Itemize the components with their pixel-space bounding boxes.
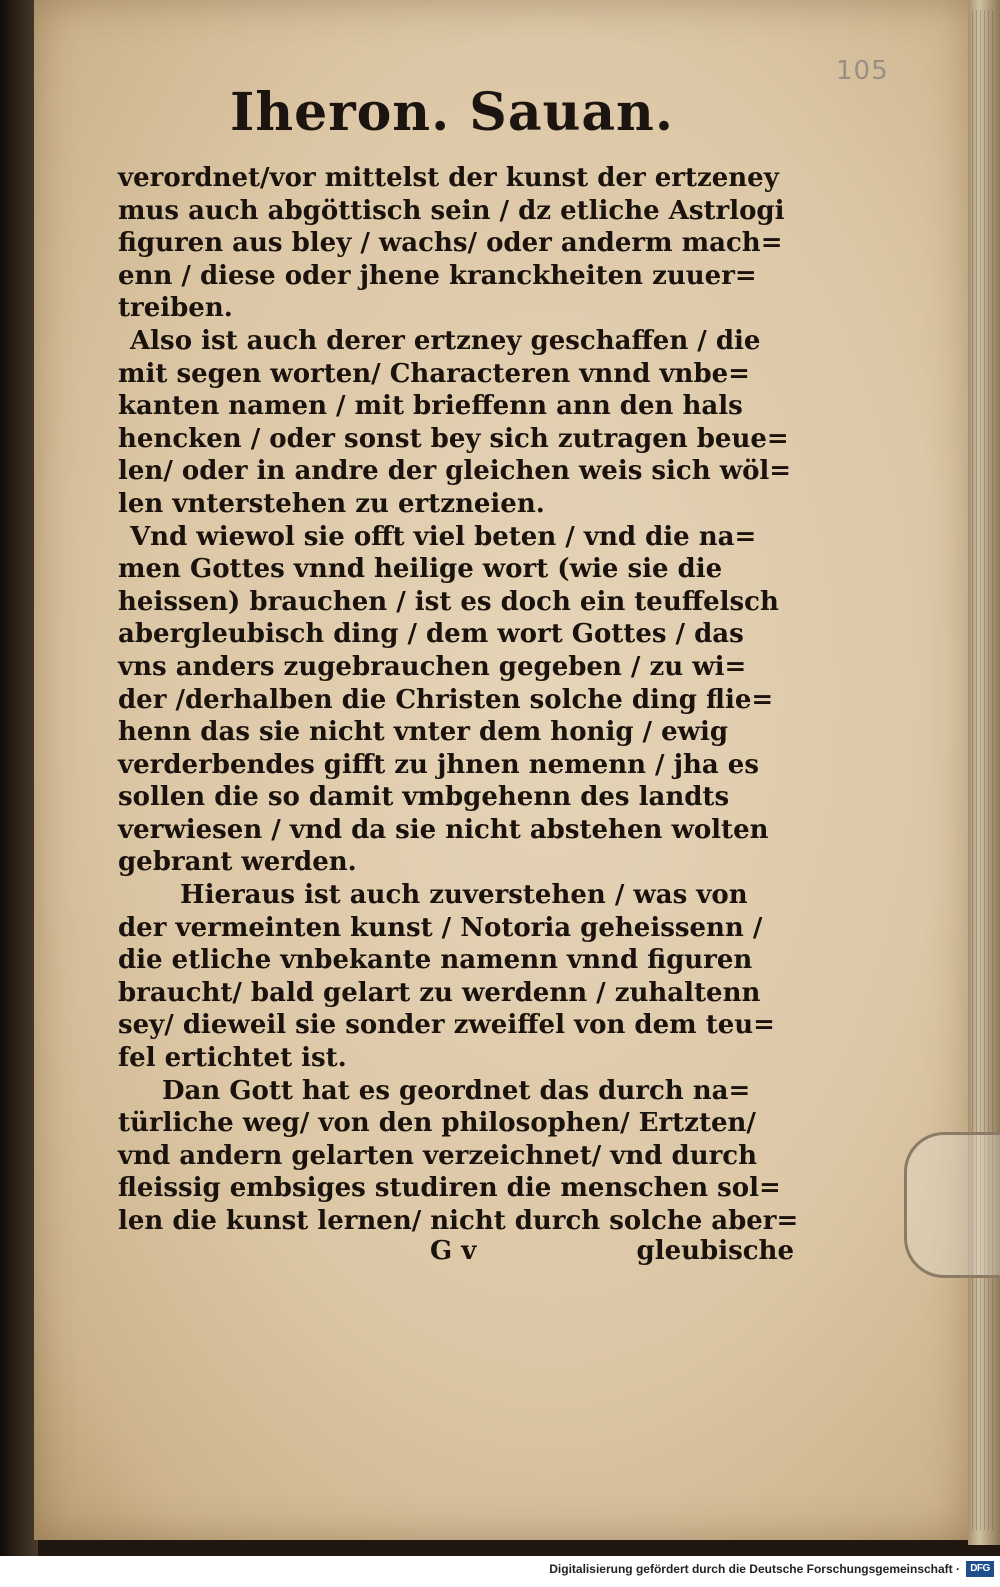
folio-number: 105 xyxy=(836,56,889,86)
text-line: henn das sie nicht vnter dem honig / ewig xyxy=(118,717,729,748)
page-edge-lines xyxy=(972,10,996,1530)
text-line: verwiesen / vnd da sie nicht abstehen wolten xyxy=(118,814,769,845)
text-line: len/ oder in andre der gleichen weis sich wöl= xyxy=(118,456,792,487)
book-gutter xyxy=(0,0,38,1560)
page-foot-line xyxy=(118,1236,798,1270)
text-line: Hieraus ist auch zuverstehen / was von xyxy=(180,880,748,911)
plastic-clip xyxy=(904,1132,1000,1278)
running-head: Iheron. Sauan. xyxy=(230,82,674,143)
text-line: mit segen worten/ Characteren vnnd vnbe= xyxy=(118,358,750,389)
text-line: Also ist auch derer ertzney geschaffen / die xyxy=(130,325,761,356)
footer-credit: Digitalisierung gefördert durch die Deutsche Forschungsgemeinschaft · xyxy=(549,1562,960,1576)
text-line: braucht/ bald gelart zu werdenn / zuhaltenn xyxy=(118,977,761,1008)
text-line: len vnterstehen zu ertzneien. xyxy=(118,488,545,519)
text-line: abergleubisch ding / dem wort Gottes / das xyxy=(118,619,744,650)
text-line: enn / diese oder jhene kranckheiten zuuer= xyxy=(118,260,757,291)
text-line: vns anders zugebrauchen gegeben / zu wi= xyxy=(118,651,747,682)
text-line: Dan Gott hat es geordnet das durch na= xyxy=(162,1075,751,1106)
text-line: Vnd wiewol sie offt viel beten / vnd die na= xyxy=(130,521,757,552)
text-line: treiben. xyxy=(118,293,233,324)
body-text xyxy=(118,162,798,1238)
text-line: hencken / oder sonst bey sich zutragen beue= xyxy=(118,423,789,454)
text-line: türliche weg/ von den philosophen/ Ertzten/ xyxy=(118,1108,756,1139)
dfg-logo-icon: DFG xyxy=(966,1561,994,1577)
digitization-footer xyxy=(0,1556,1000,1587)
text-line: sey/ dieweil sie sonder zweiffel von dem teu= xyxy=(118,1010,775,1041)
catchword: gleubische xyxy=(636,1236,794,1266)
text-line: gebrant werden. xyxy=(118,847,357,878)
signature-mark: G v xyxy=(430,1236,477,1266)
text-line: der /derhalben die Christen solche ding flie= xyxy=(118,684,774,715)
text-line: vnd andern gelarten verzeichnet/ vnd durch xyxy=(118,1140,758,1171)
text-line: der vermeinten kunst / Notoria geheissenn / xyxy=(118,912,763,943)
text-line: heissen) brauchen / ist es doch ein teuffelsch xyxy=(118,586,779,617)
text-line: kanten namen / mit brieffenn ann den hals xyxy=(118,391,743,422)
text-line: mus auch abgöttisch sein / dz etliche Astrlogi xyxy=(118,195,785,226)
text-line: fleissig embsiges studiren die menschen sol= xyxy=(118,1173,781,1204)
text-line: sollen die so damit vmbgehenn des landts xyxy=(118,782,730,813)
text-line: die etliche vnbekante namenn vnnd figuren xyxy=(118,945,753,976)
text-line: len die kunst lernen/ nicht durch solche aber= xyxy=(118,1206,799,1236)
text-line: verderbendes gifft zu jhnen nemenn / jha es xyxy=(118,749,759,780)
text-line: fel ertichtet ist. xyxy=(118,1043,347,1074)
text-line: figuren aus bley / wachs/ oder anderm mach= xyxy=(118,228,783,259)
text-line: verordnet/vor mittelst der kunst der ertzeney xyxy=(118,163,779,193)
text-line: men Gottes vnnd heilige wort (wie sie die xyxy=(118,554,723,585)
